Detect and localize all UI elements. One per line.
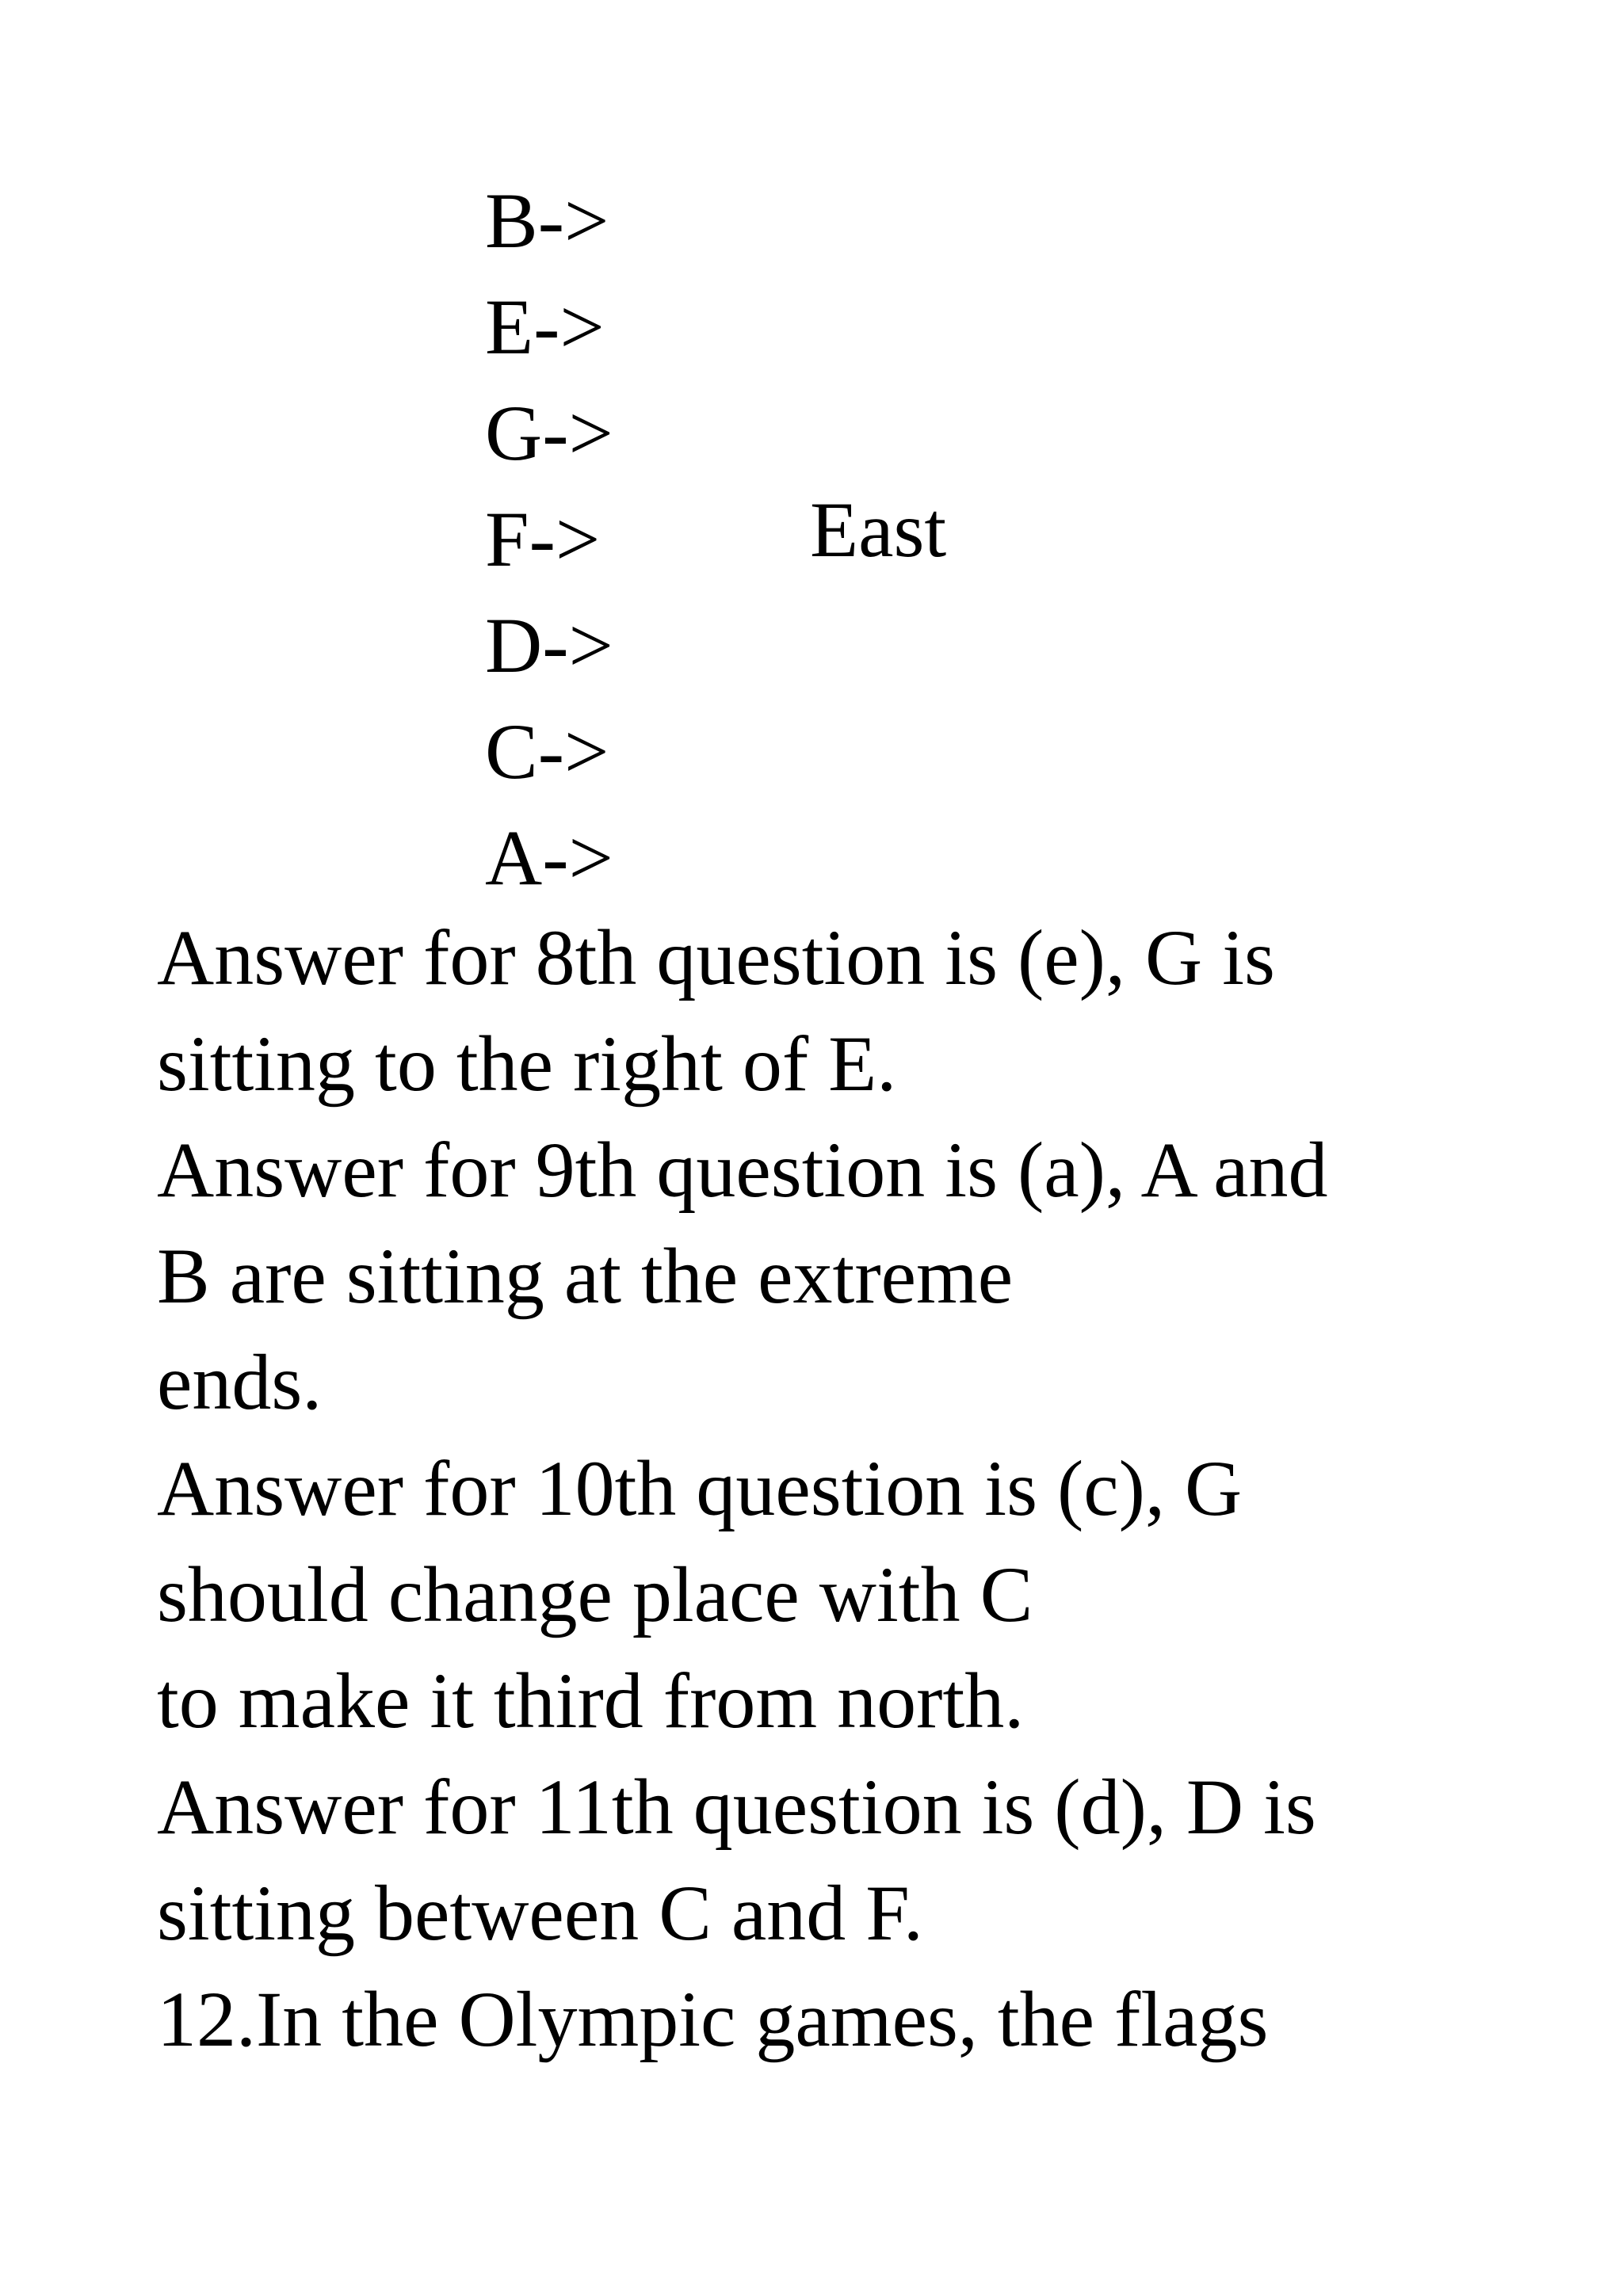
text-line: Answer for 10th question is (c), G [157, 1444, 1243, 1532]
text-line: should change place with C [157, 1550, 1033, 1638]
seating-arrow-list [485, 168, 613, 911]
answer-text-block [157, 905, 1328, 2073]
arrow-item-d: D-> [485, 601, 613, 689]
text-line: Answer for 11th question is (d), D is [157, 1763, 1316, 1851]
text-line: ends. [157, 1338, 323, 1426]
arrow-item-g: G-> [485, 389, 613, 477]
direction-label-east: East [810, 486, 947, 574]
text-line: B are sitting at the extreme [157, 1232, 1014, 1320]
arrow-item-e: E-> [485, 283, 605, 371]
text-line: sitting between C and F. [157, 1869, 923, 1957]
text-line: sitting to the right of E. [157, 1020, 897, 1108]
arrow-item-c: C-> [485, 707, 609, 795]
text-line: Answer for 9th question is (a), A and [157, 1126, 1328, 1214]
arrow-item-b: B-> [485, 177, 609, 265]
text-line: Answer for 8th question is (e), G is [157, 913, 1275, 1001]
arrow-item-a: A-> [485, 814, 613, 902]
text-line: to make it third from north. [157, 1657, 1025, 1745]
text-line: 12.In the Olympic games, the flags [157, 1975, 1269, 2063]
arrow-item-f: F-> [485, 495, 601, 583]
